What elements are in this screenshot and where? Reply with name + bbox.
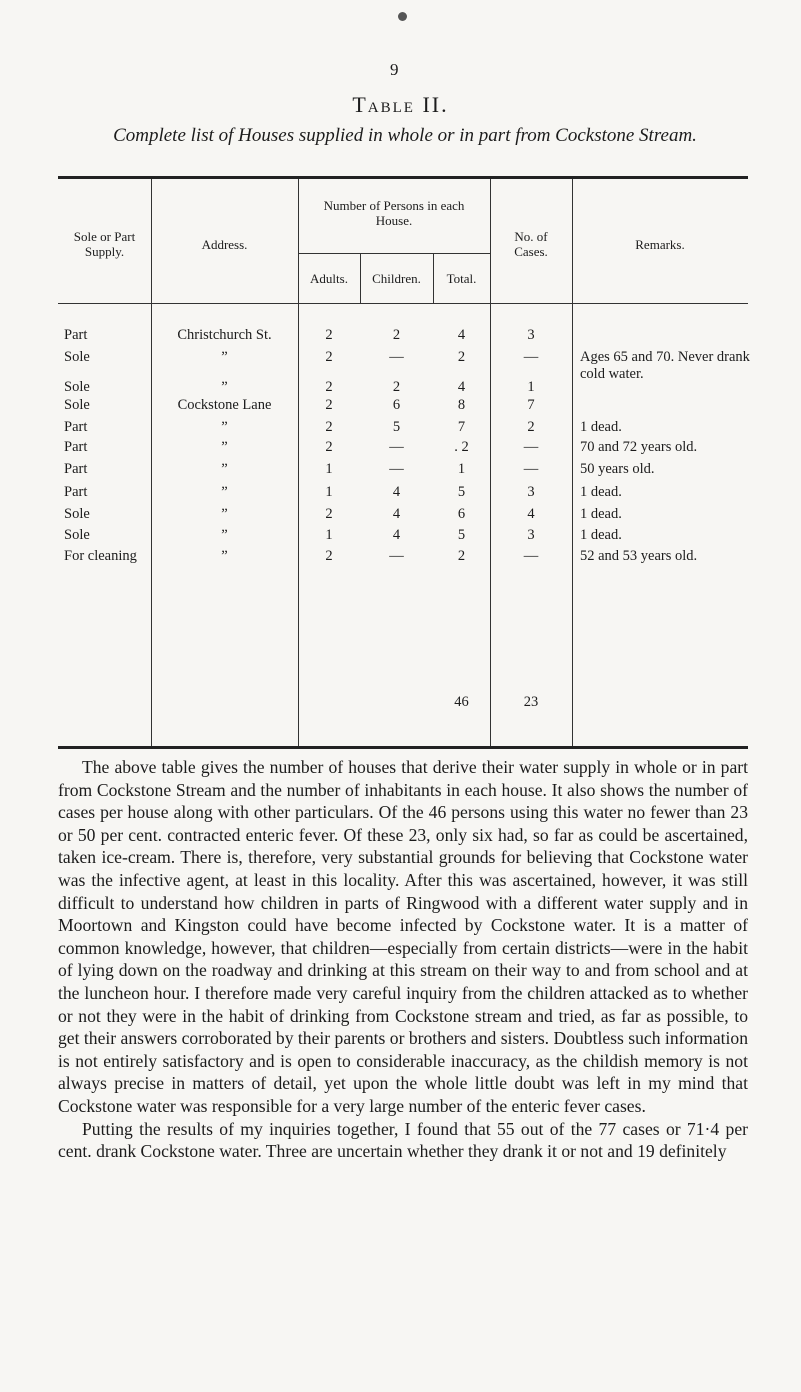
cell-adults: 2 [325,439,333,455]
cell-cases: — [523,461,539,477]
cell-children: 2 [392,379,401,395]
body-text [58,756,748,1163]
cell-cases: — [523,548,539,564]
cell-children: 5 [392,419,401,435]
header-remarks: Remarks. [635,237,685,252]
cell-supply: For cleaning [64,548,137,564]
cell-total: 8 [457,397,466,413]
cell-cases: 2 [527,419,535,435]
houses-table [58,176,748,749]
cell-cases: 1 [527,379,535,395]
cell-cases: — [523,349,539,365]
cell-total: 4 [457,379,466,395]
cell-remarks: 50 years old. [580,461,655,477]
page-number: 9 [390,60,399,79]
cell-remarks: Ages 65 and 70. Never drank cold water. [580,349,750,382]
cell-address: ” [221,419,228,435]
cell-address: ” [221,439,228,455]
cell-supply: Part [64,419,88,435]
cell-total: 2 [457,349,466,365]
header-adults: Adults. [310,271,348,286]
cell-address: ” [221,349,228,365]
cell-supply: Part [64,439,88,455]
cell-children: — [389,548,404,564]
cell-children: 4 [392,527,401,543]
cell-total: 2 [457,548,466,564]
cell-total: . 2 [454,439,469,455]
grand-total: 46 [454,694,469,710]
cell-adults: 2 [325,548,333,564]
cell-adults: 2 [325,506,333,522]
cell-adults: 1 [325,484,333,500]
cell-remarks: 70 and 72 years old. [580,439,698,455]
cell-remarks: 1 dead. [580,527,622,543]
cell-supply: Sole [64,379,90,395]
cell-address: ” [221,506,228,522]
cell-total: 7 [457,419,466,435]
cell-adults: 1 [325,527,333,543]
cell-cases: 4 [527,506,535,522]
header-children: Children. [372,271,421,286]
cell-total: 5 [457,484,466,500]
cell-adults: 2 [325,397,333,413]
cell-total: 4 [457,327,466,343]
cell-address: Cockstone Lane [177,397,272,413]
cell-address: ” [221,527,228,543]
header-persons: Number of Persons in each House. [323,198,465,228]
cell-address: ” [221,379,228,395]
cell-remarks: 1 dead. [580,484,622,500]
paragraph: Putting the results of my inquiries together, I found that 55 out of the 77 cases or 71·4 per cent. drank Cockstone water. Three are uncertain whether they drank it or not and 19 definitely [58,1118,748,1162]
cell-children: 4 [392,484,401,500]
cell-children: 4 [392,506,401,522]
cell-remarks: 1 dead. [580,419,622,435]
cell-adults: 2 [325,327,333,343]
page-dot [398,12,407,21]
cell-address: Christchurch St. [177,327,272,343]
cell-cases: — [523,439,539,455]
cell-adults: 2 [325,419,333,435]
col-rule [572,179,573,746]
cell-adults: 2 [325,349,333,365]
cell-address: ” [221,548,228,564]
cell-children: — [389,439,404,455]
table-subtitle: Complete list of Houses supplied in whole or in part from Cockstone Stream. [113,125,697,146]
cell-supply: Part [64,461,88,477]
cell-supply: Sole [64,349,90,365]
cell-supply: Sole [64,527,90,543]
cell-adults: 1 [325,461,333,477]
paragraph: The above table gives the number of houses that derive their water supply in whole or in part from Cockstone Stream and the number of inhabitants in each house. It also shows the number of cases per house along with other particulars. Of the 46 persons using this water no fewer than 23 or 50 per cent. contracted enteric fever. Of these 23, only six had, so far as could be ascertained, taken ice-cream. There is, therefore, very substantial grounds for believing that Cockstone water was the infective agent, at least in this locality. After this was ascertained, however, it was still difficult to understand how children in parts of Ringwood with a different water supply and in Moortown and Kingston could have become infected by Cockstone water. It is a matter of common knowledge, however, that children—especially from certain districts—were in the habit of lying down on the roadway and drinking at this stream on their way to and from school and at the luncheon hour. I therefore made very careful inquiry from the children attacked as to whether or not they were in the habit of drinking from Cockstone stream and tried, as far as possible, to get their answers corroborated by their parents or brothers and sisters. Doubtless such information is not entirely satisfactory and is open to considerable inaccuracy, as the childish memory is not always precise in matters of detail, yet upon the whole little doubt was left in my mind that Cockstone water was responsible for a very large number of the enteric fever cases. [58,757,748,1116]
total-cases: 23 [523,694,539,710]
header-bottom-rule [58,303,748,304]
cell-total: 6 [457,506,466,522]
header-total: Total. [446,271,477,286]
header-address: Address. [201,237,248,252]
cell-address: ” [221,461,228,477]
cell-children: — [389,461,404,477]
cell-cases: 3 [527,484,535,500]
cell-remarks: 52 and 53 years old. [580,548,698,564]
table-title: Table II. [352,92,449,117]
cell-remarks: 1 dead. [580,506,622,522]
header-cases: No. of Cases. [514,229,548,259]
cell-cases: 3 [527,327,535,343]
header-supply: Sole or Part Supply. [73,229,136,259]
cell-supply: Part [64,484,88,500]
cell-supply: Sole [64,397,90,413]
cell-total: 5 [457,527,466,543]
cell-total: 1 [457,461,466,477]
cell-cases: 7 [527,397,535,413]
header-rule [298,253,490,254]
cell-children: 2 [392,327,401,343]
cell-supply: Sole [64,506,90,522]
cell-children: — [389,349,404,365]
cell-cases: 3 [527,527,535,543]
cell-children: 6 [392,397,401,413]
cell-adults: 2 [325,379,333,395]
cell-address: ” [221,484,228,500]
cell-supply: Part [64,327,88,343]
